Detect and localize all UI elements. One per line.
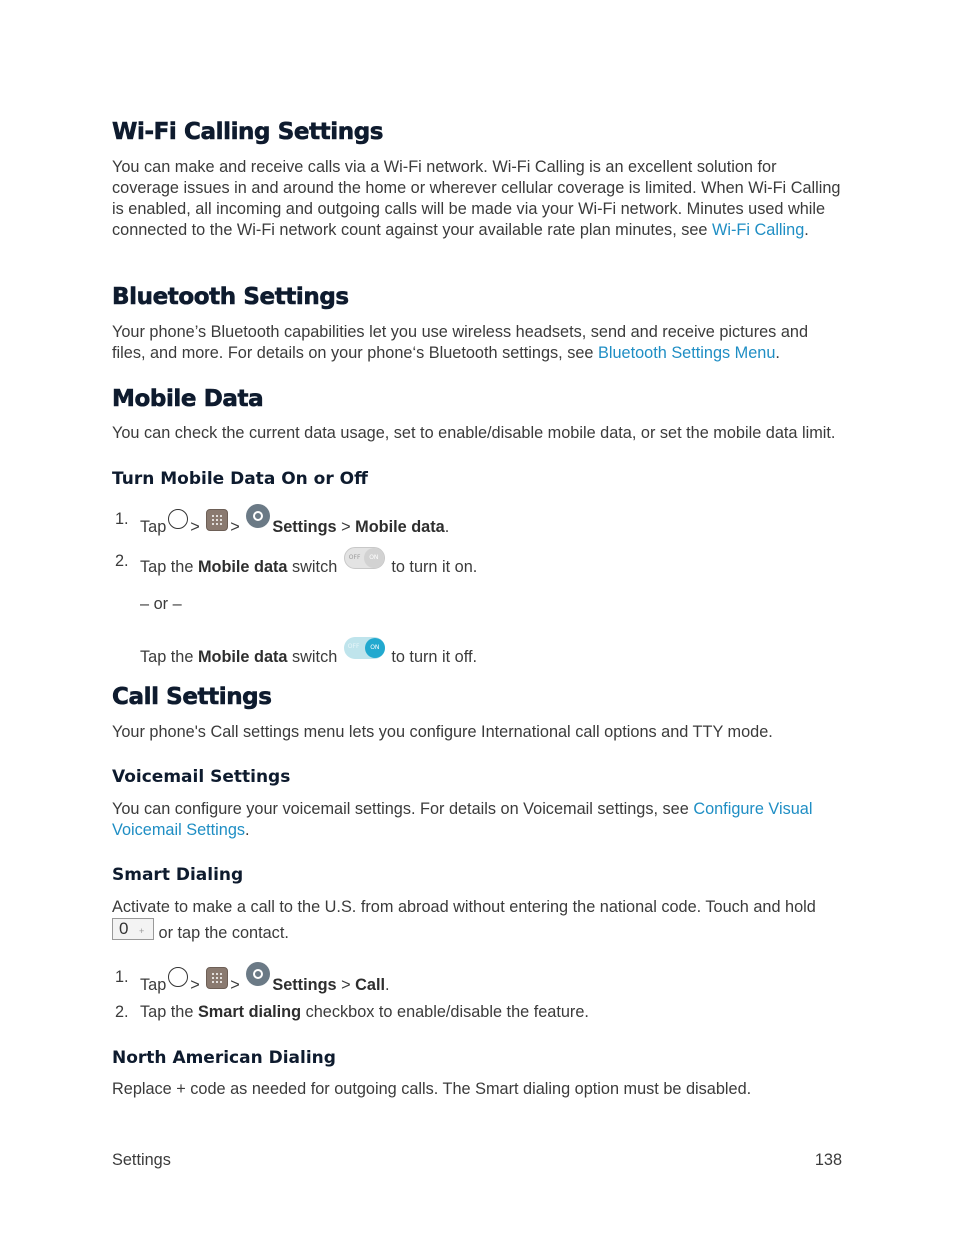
step-body: [140, 1002, 589, 1023]
bluetooth-text: Your phone’s Bluetooth capabilities let you use wireless headsets, send and receive pictures and files, and more. For details on your phone‘s Bluetooth settings, see: [112, 323, 809, 362]
separator: >: [341, 518, 351, 536]
wifi-calling-link[interactable]: Wi-Fi Calling: [712, 221, 805, 239]
smart-dialing-text-1: Activate to make a call to the U.S. from abroad without entering the national code. Touch and hold: [112, 898, 816, 916]
step-text: Tap the: [140, 558, 198, 576]
home-icon: [168, 509, 188, 529]
switch-off-label: OFF: [347, 643, 360, 650]
bluetooth-settings-link[interactable]: Bluetooth Settings Menu: [598, 344, 776, 362]
wifi-calling-paragraph: [112, 157, 844, 241]
smart-dialing-step-1: [112, 967, 844, 999]
key-plus: +: [139, 926, 145, 936]
home-icon: [168, 967, 188, 987]
mobile-data-step-2-alt: [112, 641, 844, 673]
switch-knob-label: ON: [364, 548, 384, 568]
mobile-data-heading: Mobile Data: [112, 386, 264, 412]
footer-section-name: Settings: [112, 1151, 171, 1169]
mobile-data-label: Mobile data: [197, 648, 288, 666]
switch-off-label: OFF: [348, 554, 361, 561]
switch-knob-label: ON: [365, 638, 385, 658]
settings-gear-icon: [246, 504, 270, 528]
step-text: Tap the: [140, 1003, 198, 1021]
smart-dialing-label: Smart dialing: [197, 1003, 302, 1021]
separator: >: [230, 976, 240, 994]
voicemail-text: You can configure your voicemail settings. For details on Voicemail settings, see: [112, 800, 694, 818]
tap-text: Tap: [140, 976, 167, 994]
step-body: [140, 551, 477, 578]
or-separator: – or –: [140, 595, 182, 613]
voicemail-paragraph: [112, 799, 844, 841]
apps-icon: [206, 967, 228, 989]
step-period: .: [444, 518, 450, 536]
step-body: [140, 967, 390, 996]
call-settings-paragraph: Your phone's Call settings menu lets you configure International call options and TTY mode.: [112, 723, 773, 741]
bluetooth-paragraph: [112, 322, 844, 364]
step-text: Tap the: [140, 648, 198, 666]
mobile-data-paragraph: You can check the current data usage, set to enable/disable mobile data, or set the mobile data limit.: [112, 424, 836, 442]
settings-label: Settings: [272, 976, 337, 994]
settings-gear-icon: [246, 962, 270, 986]
voicemail-period: .: [245, 821, 250, 839]
apps-icon: [206, 509, 228, 531]
step-text: to turn it on.: [391, 558, 478, 576]
separator: >: [230, 518, 240, 536]
separator: >: [190, 518, 200, 536]
step-text: switch: [287, 558, 338, 576]
mobile-data-label: Mobile data: [197, 558, 288, 576]
smart-dialing-text-2: or tap the contact.: [158, 924, 289, 942]
wifi-calling-text: You can make and receive calls via a Wi-Fi network. Wi-Fi Calling is an excellent solution for coverage issues in and around the home or wherever cellular coverage is limited. When Wi-Fi Calling is enabled, all incoming and outgoing calls will be made via your Wi-Fi network. Minutes used while connected to the Wi-Fi network count against your available rate plan minutes, see: [112, 158, 841, 239]
step-number: 2.: [115, 1003, 129, 1021]
toggle-on-icon: [344, 637, 385, 659]
step-text: checkbox to enable/disable the feature.: [301, 1003, 589, 1021]
turn-mobile-data-heading: Turn Mobile Data On or Off: [112, 469, 368, 489]
mobile-data-step-1: [112, 509, 844, 541]
separator: >: [190, 976, 200, 994]
tap-text: Tap: [140, 518, 167, 536]
toggle-off-icon: [344, 547, 385, 569]
wifi-calling-period: .: [804, 221, 809, 239]
wifi-calling-heading: Wi-Fi Calling Settings: [112, 119, 384, 145]
footer-page-number: 138: [814, 1151, 842, 1169]
step-number: 1.: [115, 510, 129, 528]
bluetooth-period: .: [775, 344, 780, 362]
call-label: Call: [355, 976, 386, 994]
mobile-data-step-2: [112, 551, 844, 583]
step-body: [140, 509, 449, 538]
bluetooth-heading: Bluetooth Settings: [112, 284, 349, 310]
separator: >: [341, 976, 351, 994]
step-number: 1.: [115, 968, 129, 986]
step-text: to turn it off.: [391, 648, 478, 666]
north-american-dialing-paragraph: Replace + code as needed for outgoing calls. The Smart dialing option must be disabled.: [112, 1080, 752, 1098]
zero-plus-key-icon: [112, 918, 154, 940]
call-settings-heading: Call Settings: [112, 684, 272, 710]
north-american-dialing-heading: North American Dialing: [112, 1048, 336, 1068]
key-digit: 0: [119, 919, 129, 938]
step-number: 2.: [115, 552, 129, 570]
step-period: .: [385, 976, 390, 994]
smart-dialing-line-2: [112, 918, 289, 944]
step-body: [140, 641, 477, 668]
step-text: switch: [287, 648, 338, 666]
configure-visual-voicemail-link[interactable]: Configure Visual Voicemail Settings: [112, 800, 813, 839]
smart-dialing-heading: Smart Dialing: [112, 865, 244, 885]
voicemail-settings-heading: Voicemail Settings: [112, 767, 291, 787]
mobile-data-label: Mobile data: [355, 518, 445, 536]
settings-label: Settings: [272, 518, 337, 536]
smart-dialing-step-2: [112, 1002, 844, 1034]
